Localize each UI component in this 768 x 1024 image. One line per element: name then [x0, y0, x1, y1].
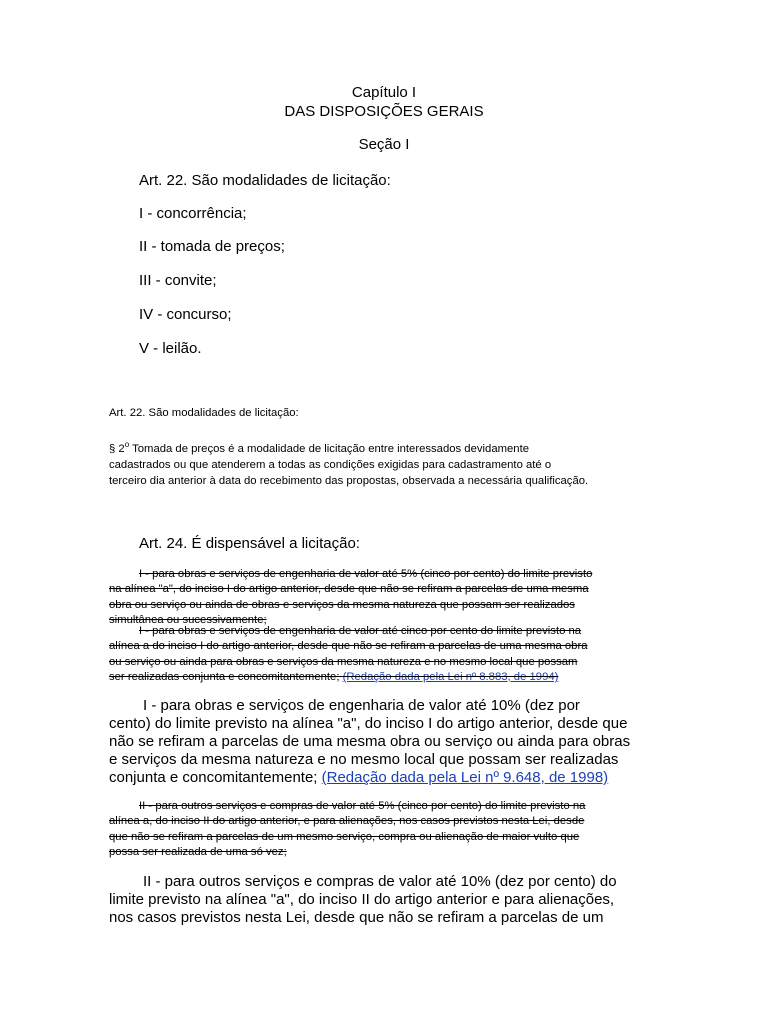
section-label: Seção I [358, 136, 410, 153]
art22-item-2: II - tomada de preços; [139, 238, 285, 255]
art22-item-5: V - leilão. [139, 340, 202, 357]
current-item-1: I - para obras e serviços de engenharia de valor até 10% (dez por cento) do limite previsto na alínea "a", do inciso I do artigo anterior, desde que não se refiram a parcelas de uma mesma obra ou serviço ou ainda para obras e serviços da mesma natureza e no mesmo local que possam ser realizadas conjunta e concomitantemente; (Redação dada pela Lei nº 9.648, de 1998) [109, 697, 631, 786]
revoked-item-2: I - para obras e serviços de engenharia de valor até cinco por cento do limite previsto na alínea a do inciso I do artigo anterior, desde que não se refiram a parcelas de uma mesma obra ou serviço ou ainda para obras e serviços da mesma natureza e no mesmo local que possam ser realizadas conjunta e concomitantemente; (Redação dada pela Lei nº 8.883, de 1994) [109, 625, 588, 683]
art22-item-1: I - concorrência; [139, 205, 247, 222]
art22-heading: Art. 22. São modalidades de licitação: [139, 172, 391, 189]
ordinal-superscript: o [124, 440, 130, 449]
chapter-title: DAS DISPOSIÇÕES GERAIS [284, 103, 484, 120]
art22-small-heading: Art. 22. São modalidades de licitação: [109, 407, 299, 419]
art22-item-4: IV - concurso; [139, 306, 232, 323]
art22-item-3: III - convite; [139, 272, 217, 289]
revoked-item-1: I - para obras e serviços de engenharia de valor até 5% (cinco por cento) do limite previsto na alínea "a", do inciso I do artigo anterior, desde que não se refiram a parcelas de uma mesma obra ou serviço ou ainda de obras e serviços da mesma natureza que possam ser realizados simultânea ou sucessivamente; [109, 568, 593, 626]
paragraph-symbol: § 2 [109, 443, 125, 455]
art22-paragraph-2 [109, 437, 588, 489]
paragraph-line: cadastrados ou que atenderem a todas as condições exigidas para cadastramento até o [109, 459, 552, 471]
chapter-label: Capítulo I [351, 84, 417, 101]
paragraph-line: terceiro dia anterior à data do recebimento das propostas, observada a necessária qualificação. [109, 475, 589, 487]
art24-heading: Art. 24. É dispensável a licitação: [139, 535, 360, 552]
amendment-link-1998[interactable]: (Redação dada pela Lei nº 9.648, de 1998) [321, 769, 609, 786]
current-item-2: II - para outros serviços e compras de valor até 10% (dez por cento) do limite previsto na alínea "a", do inciso II do artigo anterior e para alienações, nos casos previstos nesta Lei, desde que não se refiram a parcelas de um [109, 873, 617, 926]
amendment-link-1994[interactable]: (Redação dada pela Lei nº 8.883, de 1994) [342, 670, 559, 683]
paragraph-line: § 2$^o$ Tomada de preços é a modalidade de licitação entre interessados devidamente [109, 440, 529, 455]
revoked-item-3: II - para outros serviços e compras de valor até 5% (cinco por cento) do limite previsto na alínea a, do inciso II do artigo anterior, e para alienações, nos casos previstos nesta Lei, desde que não se refiram a parcelas de um mesmo serviço, compra ou alienação de maior vulto que possa ser realizada de uma só vez; [109, 800, 586, 858]
